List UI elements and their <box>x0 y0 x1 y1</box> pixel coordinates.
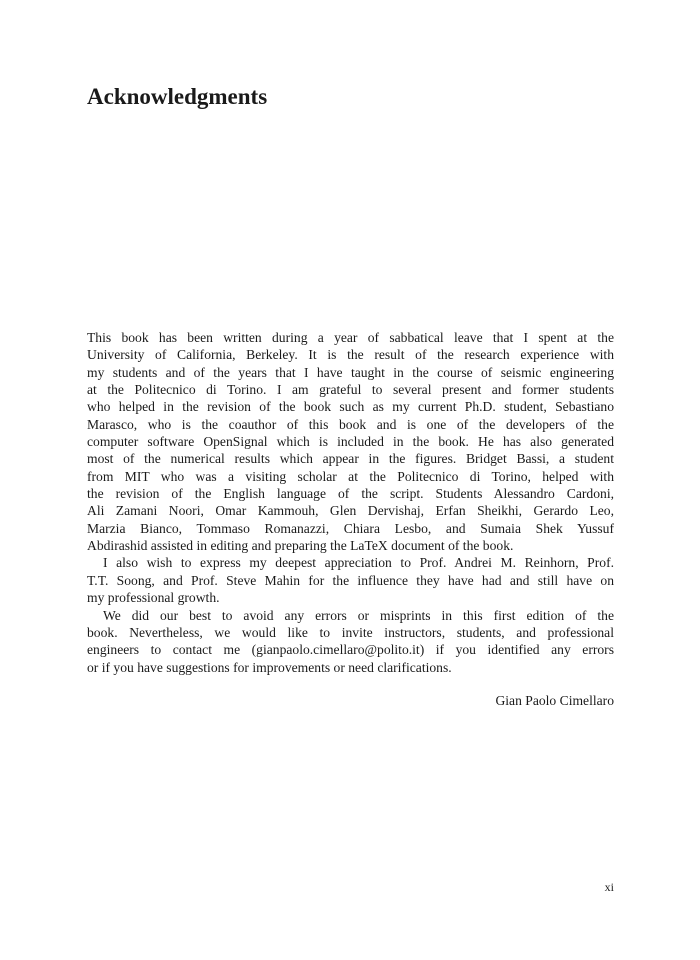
text-line: This book has been written during a year of sabbatical leave that I spent at the <box>87 330 614 345</box>
text-line: or if you have suggestions for improvements or need clarifications. <box>87 659 452 675</box>
page-title: Acknowledgments <box>87 84 268 109</box>
text-line: the revision of the English language of the script. Students Alessandro Cardoni, <box>87 486 614 502</box>
text-line: engineers to contact me (gianpaolo.cimellaro@polito.it) if you identified any errors <box>87 642 614 658</box>
text-line: most of the numerical results which appear in the figures. Bridget Bassi, a student <box>87 451 614 467</box>
author-signature: Gian Paolo Cimellaro <box>495 693 614 708</box>
text-line: my students and of the years that I have taught in the course of seismic engineering <box>87 364 614 380</box>
text-line: University of California, Berkeley. It is the result of the research experience with <box>87 347 614 363</box>
paragraph <box>87 554 614 606</box>
paragraph <box>87 607 614 676</box>
text-line: I also wish to express my deepest appreciation to Prof. Andrei M. Reinhorn, Prof. <box>103 555 614 571</box>
acknowledgments-body <box>87 329 614 676</box>
text-line: who helped in the revision of the book such as my current Ph.D. student, Sebastiano <box>87 399 614 415</box>
paragraph <box>87 329 614 554</box>
page-number: xi <box>604 880 614 894</box>
text-line: at the Politecnico di Torino. I am grateful to several present and former students <box>87 382 614 398</box>
text-line: Marasco, who is the coauthor of this book and is one of the developers of the <box>87 416 614 432</box>
text-line: Marzia Bianco, Tommaso Romanazzi, Chiara Lesbo, and Sumaia Shek Yussuf <box>87 520 614 536</box>
text-line: my professional growth. <box>87 590 220 606</box>
text-line: We did our best to avoid any errors or misprints in this first edition of the <box>103 607 614 623</box>
text-line: Abdirashid assisted in editing and preparing the LaTeX document of the book. <box>87 538 514 554</box>
text-line: Ali Zamani Noori, Omar Kammouh, Glen Dervishaj, Erfan Sheikhi, Gerardo Leo, <box>87 503 614 519</box>
text-line: book. Nevertheless, we would like to invite instructors, students, and professional <box>87 624 614 640</box>
text-line: T.T. Soong, and Prof. Steve Mahin for the influence they have had and still have on <box>87 572 614 588</box>
text-line: computer software OpenSignal which is included in the book. He has also generated <box>87 434 614 450</box>
text-line: from MIT who was a visiting scholar at the Politecnico di Torino, helped with <box>87 468 614 484</box>
